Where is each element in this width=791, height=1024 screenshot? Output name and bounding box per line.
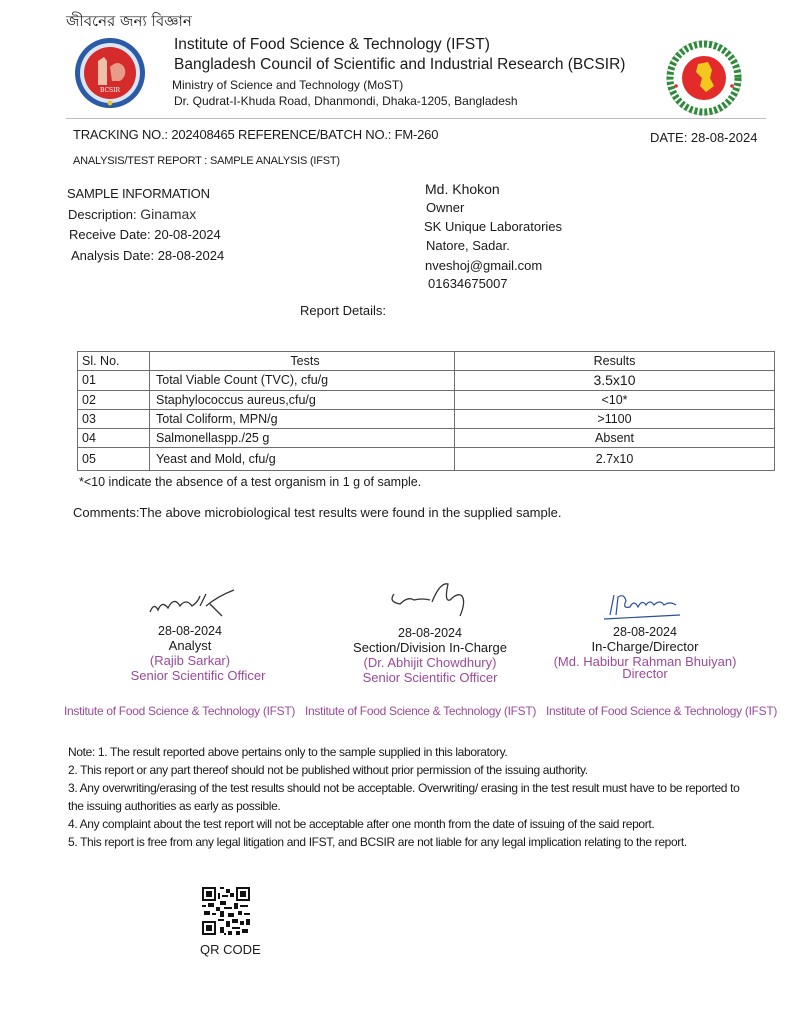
tracking-number: TRACKING NO.: 202408465 REFERENCE/BATCH NO.: FM-260 <box>73 127 439 142</box>
client-address: Natore, Sadar. <box>426 238 510 253</box>
header-results: Results <box>455 352 775 371</box>
tagline-bengali: জীবনের জন্য বিজ্ঞান <box>66 12 192 30</box>
comments: Comments:The above microbiological test results were found in the supplied sample. <box>73 505 562 520</box>
signatory-title: Senior Scientific Officer <box>130 668 266 683</box>
qr-code-icon[interactable] <box>200 885 252 937</box>
row-test: Total Viable Count (TVC), cfu/g <box>150 371 455 391</box>
row-test: Total Coliform, MPN/g <box>150 410 455 429</box>
row-sl: 02 <box>78 391 150 410</box>
sample-info-heading: SAMPLE INFORMATION <box>67 186 210 201</box>
header-sl-no: Sl. No. <box>78 352 150 371</box>
note-line: 3. Any overwriting/erasing of the test results should not be acceptable. Overwriting/ erasing in the test result must have to be reported to <box>68 781 740 795</box>
row-sl: 03 <box>78 410 150 429</box>
signature-icon <box>370 572 490 624</box>
note-line: 2. This report or any part thereof should not be published without prior permission of the issuing authority. <box>68 763 588 777</box>
row-sl: 04 <box>78 429 150 448</box>
row-sl: 05 <box>78 448 150 471</box>
sample-description <box>68 206 196 222</box>
table-footnote: *<10 indicate the absence of a test organism in 1 g of sample. <box>79 475 422 489</box>
qr-code-label: QR CODE <box>200 942 261 957</box>
signatory-role: Section/Division In-Charge <box>353 640 507 655</box>
row-result: 3.5x10 <box>455 371 775 391</box>
signatory-role: In-Charge/Director <box>591 639 699 654</box>
org-ministry: Ministry of Science and Technology (MoST) <box>172 78 404 92</box>
row-test: Yeast and Mold, cfu/g <box>150 448 455 471</box>
description-value: Ginamax <box>140 206 197 222</box>
header-tests: Tests <box>150 352 455 371</box>
header-divider <box>66 118 766 119</box>
note-line: 4. Any complaint about the test report will not be acceptable after one month from the date of issuing of the said report. <box>68 817 655 831</box>
table-row <box>78 429 775 448</box>
signatory-name: (Md. Habibur Rahman Bhuiyan) <box>553 654 737 669</box>
signatory-role: Analyst <box>168 638 212 653</box>
table-row <box>78 391 775 410</box>
client-email: nveshoj@gmail.com <box>425 258 543 273</box>
signatory-name: (Rajib Sarkar) <box>149 653 231 668</box>
note-line: the issuing authorities as early as possible. <box>68 799 281 813</box>
org-name-bcsir: Bangladesh Council of Scientific and Industrial Research (BCSIR) <box>174 56 626 73</box>
signature-icon <box>590 585 700 623</box>
svg-text:BCSIR: BCSIR <box>99 87 121 94</box>
signatory-title: Director <box>622 666 668 681</box>
signatory-name: (Dr. Abhijit Chowdhury) <box>363 655 497 670</box>
note-line: Note: 1. The result reported above pertains only to the sample supplied in this laboratory. <box>68 745 508 759</box>
signatory-institute: Institute of Food Science & Technology (IFST) <box>305 704 537 718</box>
report-details-label: Report Details: <box>300 303 386 318</box>
row-result: Absent <box>455 429 775 448</box>
bcsir-seal-icon <box>74 37 146 109</box>
row-result: <10* <box>455 391 775 410</box>
org-name-ifst: Institute of Food Science & Technology (IFST) <box>174 36 490 53</box>
signatory-analyst <box>100 582 280 683</box>
signatory-section-incharge <box>330 572 530 685</box>
table-row <box>78 371 775 391</box>
analysis-date: Analysis Date: 28-08-2024 <box>71 248 225 263</box>
row-result: 2.7x10 <box>455 448 775 471</box>
signatory-director <box>545 585 745 681</box>
row-test: Salmonellaspp./25 g <box>150 429 455 448</box>
table-row <box>78 448 775 471</box>
signatory-date: 28-08-2024 <box>158 624 222 638</box>
results-table <box>77 351 775 471</box>
client-phone: 01634675007 <box>428 276 508 291</box>
receive-date: Receive Date: 20-08-2024 <box>69 227 221 242</box>
signatory-date: 28-08-2024 <box>613 625 677 639</box>
description-label: Description: <box>68 207 141 222</box>
row-sl: 01 <box>78 371 150 391</box>
report-type: ANALYSIS/TEST REPORT : SAMPLE ANALYSIS (IFST) <box>73 155 340 167</box>
table-header-row <box>78 352 775 371</box>
table-row <box>78 410 775 429</box>
client-role: Owner <box>426 200 465 215</box>
client-organization: SK Unique Laboratories <box>424 219 563 234</box>
client-name: Md. Khokon <box>425 181 500 197</box>
org-address: Dr. Qudrat-I-Khuda Road, Dhanmondi, Dhaka-1205, Bangladesh <box>174 94 518 108</box>
signatory-institute: Institute of Food Science & Technology (IFST) <box>546 704 778 718</box>
note-line: 5. This report is free from any legal litigation and IFST, and BCSIR are not liable for any legal implication relating to the report. <box>68 835 687 849</box>
signatory-date: 28-08-2024 <box>398 626 462 640</box>
row-result: >1100 <box>455 410 775 429</box>
signatory-title: Senior Scientific Officer <box>362 670 498 685</box>
signature-icon <box>140 582 240 622</box>
bangladesh-govt-seal-icon <box>664 38 744 118</box>
signatory-institute: Institute of Food Science & Technology (IFST) <box>64 704 296 718</box>
row-test: Staphylococcus aureus,cfu/g <box>150 391 455 410</box>
report-date: DATE: 28-08-2024 <box>650 130 758 145</box>
